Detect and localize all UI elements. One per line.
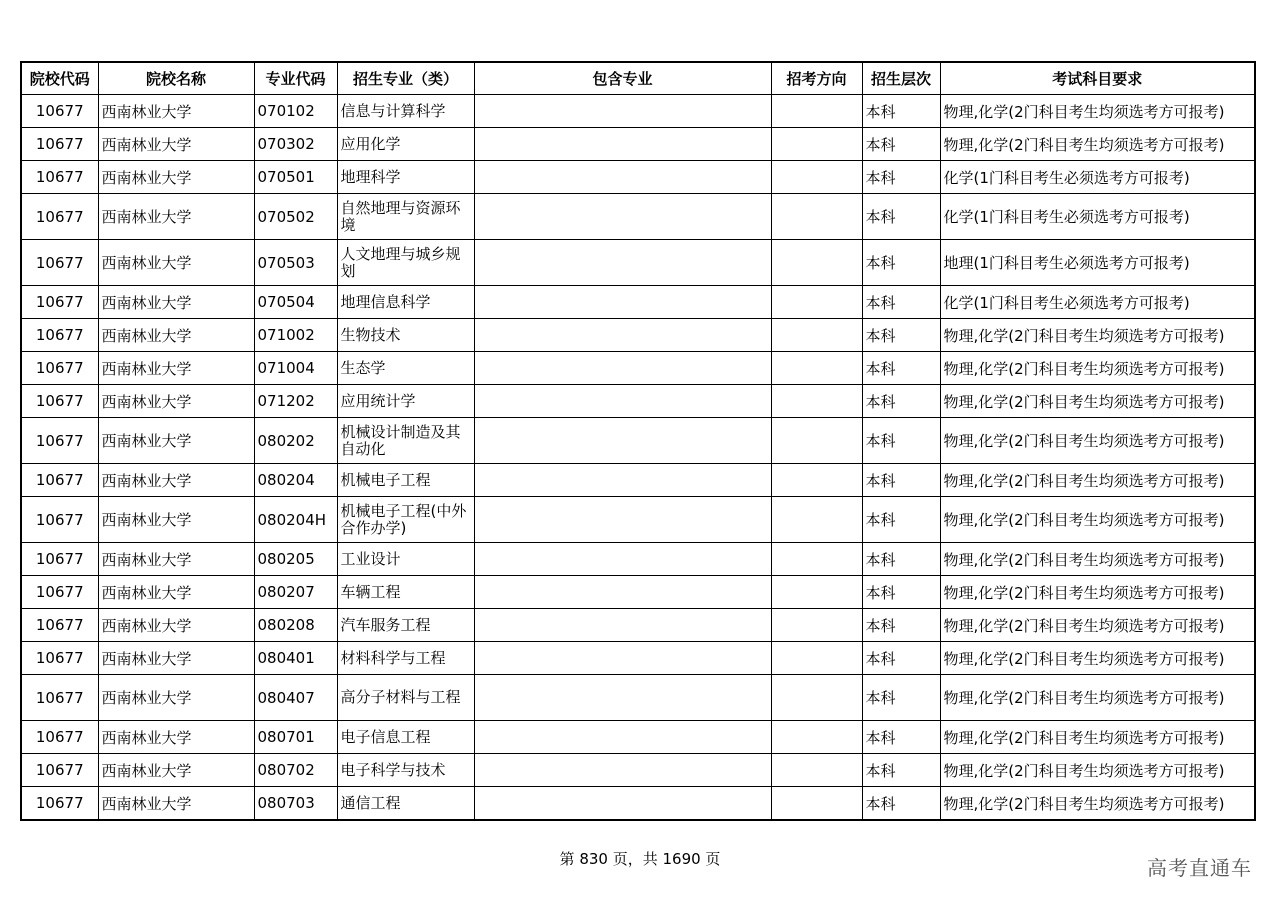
cell-school-name: 西南林业大学 bbox=[98, 286, 254, 319]
cell-school-name: 西南林业大学 bbox=[98, 161, 254, 194]
table-row bbox=[21, 352, 1255, 385]
table-row bbox=[21, 642, 1255, 675]
cell-major-code: 080205 bbox=[254, 543, 337, 576]
cell-level: 本科 bbox=[862, 609, 940, 642]
header-school-name: 院校名称 bbox=[98, 62, 254, 95]
cell-level: 本科 bbox=[862, 497, 940, 543]
cell-included-majors bbox=[474, 128, 771, 161]
cell-major: 生物技术 bbox=[337, 319, 474, 352]
cell-subject-requirements: 物理,化学(2门科目考生均须选考方可报考) bbox=[940, 543, 1255, 576]
cell-subject-requirements: 物理,化学(2门科目考生均须选考方可报考) bbox=[940, 721, 1255, 754]
table-row bbox=[21, 385, 1255, 418]
cell-major: 人文地理与城乡规划 bbox=[337, 240, 474, 286]
cell-direction bbox=[771, 675, 862, 721]
cell-subject-requirements: 物理,化学(2门科目考生均须选考方可报考) bbox=[940, 385, 1255, 418]
cell-level: 本科 bbox=[862, 754, 940, 787]
cell-direction bbox=[771, 194, 862, 240]
cell-subject-requirements: 物理,化学(2门科目考生均须选考方可报考) bbox=[940, 609, 1255, 642]
cell-subject-requirements: 地理(1门科目考生必须选考方可报考) bbox=[940, 240, 1255, 286]
cell-subject-requirements: 物理,化学(2门科目考生均须选考方可报考) bbox=[940, 418, 1255, 464]
cell-major: 应用化学 bbox=[337, 128, 474, 161]
cell-direction bbox=[771, 642, 862, 675]
cell-school-code: 10677 bbox=[21, 240, 98, 286]
cell-subject-requirements: 物理,化学(2门科目考生均须选考方可报考) bbox=[940, 128, 1255, 161]
admissions-table bbox=[20, 61, 1256, 821]
cell-major: 通信工程 bbox=[337, 787, 474, 821]
cell-school-code: 10677 bbox=[21, 418, 98, 464]
table-row bbox=[21, 240, 1255, 286]
cell-level: 本科 bbox=[862, 161, 940, 194]
cell-included-majors bbox=[474, 194, 771, 240]
cell-major: 地理科学 bbox=[337, 161, 474, 194]
table-row bbox=[21, 576, 1255, 609]
cell-major: 自然地理与资源环境 bbox=[337, 194, 474, 240]
cell-school-name: 西南林业大学 bbox=[98, 194, 254, 240]
table-row bbox=[21, 721, 1255, 754]
cell-school-name: 西南林业大学 bbox=[98, 464, 254, 497]
cell-major: 材料科学与工程 bbox=[337, 642, 474, 675]
cell-level: 本科 bbox=[862, 543, 940, 576]
cell-direction bbox=[771, 352, 862, 385]
cell-major-code: 080701 bbox=[254, 721, 337, 754]
cell-included-majors bbox=[474, 576, 771, 609]
cell-major: 机械电子工程 bbox=[337, 464, 474, 497]
cell-level: 本科 bbox=[862, 642, 940, 675]
cell-school-name: 西南林业大学 bbox=[98, 319, 254, 352]
cell-level: 本科 bbox=[862, 721, 940, 754]
cell-level: 本科 bbox=[862, 240, 940, 286]
cell-major-code: 080204 bbox=[254, 464, 337, 497]
cell-school-code: 10677 bbox=[21, 95, 98, 128]
cell-included-majors bbox=[474, 95, 771, 128]
cell-school-code: 10677 bbox=[21, 497, 98, 543]
header-major-code: 专业代码 bbox=[254, 62, 337, 95]
table-row bbox=[21, 161, 1255, 194]
cell-level: 本科 bbox=[862, 95, 940, 128]
cell-subject-requirements: 物理,化学(2门科目考生均须选考方可报考) bbox=[940, 787, 1255, 821]
cell-school-code: 10677 bbox=[21, 161, 98, 194]
watermark-text: 高考直通车 bbox=[1147, 856, 1252, 880]
cell-direction bbox=[771, 721, 862, 754]
header-subject-requirements: 考试科目要求 bbox=[940, 62, 1255, 95]
cell-major-code: 080202 bbox=[254, 418, 337, 464]
cell-school-name: 西南林业大学 bbox=[98, 576, 254, 609]
cell-major: 电子信息工程 bbox=[337, 721, 474, 754]
cell-included-majors bbox=[474, 787, 771, 821]
cell-major-code: 070503 bbox=[254, 240, 337, 286]
cell-level: 本科 bbox=[862, 418, 940, 464]
cell-major: 地理信息科学 bbox=[337, 286, 474, 319]
header-level: 招生层次 bbox=[862, 62, 940, 95]
cell-subject-requirements: 化学(1门科目考生必须选考方可报考) bbox=[940, 161, 1255, 194]
cell-school-name: 西南林业大学 bbox=[98, 240, 254, 286]
header-included-majors: 包含专业 bbox=[474, 62, 771, 95]
cell-major-code: 070102 bbox=[254, 95, 337, 128]
cell-subject-requirements: 物理,化学(2门科目考生均须选考方可报考) bbox=[940, 675, 1255, 721]
cell-major: 汽车服务工程 bbox=[337, 609, 474, 642]
table-header-row bbox=[21, 62, 1255, 95]
cell-direction bbox=[771, 464, 862, 497]
cell-school-name: 西南林业大学 bbox=[98, 128, 254, 161]
table-row bbox=[21, 95, 1255, 128]
cell-level: 本科 bbox=[862, 576, 940, 609]
cell-school-name: 西南林业大学 bbox=[98, 609, 254, 642]
cell-direction bbox=[771, 497, 862, 543]
table-row bbox=[21, 418, 1255, 464]
cell-major: 机械设计制造及其自动化 bbox=[337, 418, 474, 464]
cell-school-code: 10677 bbox=[21, 609, 98, 642]
cell-major-code: 080703 bbox=[254, 787, 337, 821]
cell-school-code: 10677 bbox=[21, 642, 98, 675]
cell-school-name: 西南林业大学 bbox=[98, 385, 254, 418]
cell-major-code: 070302 bbox=[254, 128, 337, 161]
table-row bbox=[21, 543, 1255, 576]
cell-included-majors bbox=[474, 385, 771, 418]
header-major: 招生专业（类） bbox=[337, 62, 474, 95]
table-row bbox=[21, 319, 1255, 352]
cell-subject-requirements: 物理,化学(2门科目考生均须选考方可报考) bbox=[940, 497, 1255, 543]
cell-school-name: 西南林业大学 bbox=[98, 721, 254, 754]
cell-major: 工业设计 bbox=[337, 543, 474, 576]
cell-direction bbox=[771, 161, 862, 194]
cell-subject-requirements: 物理,化学(2门科目考生均须选考方可报考) bbox=[940, 352, 1255, 385]
cell-major: 生态学 bbox=[337, 352, 474, 385]
cell-subject-requirements: 物理,化学(2门科目考生均须选考方可报考) bbox=[940, 576, 1255, 609]
table-row bbox=[21, 675, 1255, 721]
cell-direction bbox=[771, 319, 862, 352]
cell-included-majors bbox=[474, 286, 771, 319]
cell-school-code: 10677 bbox=[21, 464, 98, 497]
cell-subject-requirements: 物理,化学(2门科目考生均须选考方可报考) bbox=[940, 754, 1255, 787]
table-body bbox=[21, 95, 1255, 821]
cell-included-majors bbox=[474, 240, 771, 286]
cell-direction bbox=[771, 609, 862, 642]
page-number: 第 830 页，共 1690 页 bbox=[559, 850, 721, 868]
cell-major-code: 080702 bbox=[254, 754, 337, 787]
cell-major: 电子科学与技术 bbox=[337, 754, 474, 787]
cell-school-code: 10677 bbox=[21, 576, 98, 609]
cell-direction bbox=[771, 385, 862, 418]
cell-school-name: 西南林业大学 bbox=[98, 95, 254, 128]
cell-level: 本科 bbox=[862, 675, 940, 721]
cell-level: 本科 bbox=[862, 787, 940, 821]
cell-school-code: 10677 bbox=[21, 543, 98, 576]
cell-school-name: 西南林业大学 bbox=[98, 352, 254, 385]
header-direction: 招考方向 bbox=[771, 62, 862, 95]
cell-major-code: 071002 bbox=[254, 319, 337, 352]
cell-major-code: 080208 bbox=[254, 609, 337, 642]
cell-school-code: 10677 bbox=[21, 754, 98, 787]
cell-direction bbox=[771, 418, 862, 464]
cell-level: 本科 bbox=[862, 464, 940, 497]
cell-direction bbox=[771, 576, 862, 609]
table-row bbox=[21, 754, 1255, 787]
cell-included-majors bbox=[474, 464, 771, 497]
cell-direction bbox=[771, 754, 862, 787]
cell-subject-requirements: 化学(1门科目考生必须选考方可报考) bbox=[940, 286, 1255, 319]
header-school-code: 院校代码 bbox=[21, 62, 98, 95]
table-row bbox=[21, 609, 1255, 642]
cell-direction bbox=[771, 128, 862, 161]
cell-level: 本科 bbox=[862, 194, 940, 240]
cell-major-code: 080204H bbox=[254, 497, 337, 543]
cell-school-name: 西南林业大学 bbox=[98, 497, 254, 543]
cell-school-code: 10677 bbox=[21, 352, 98, 385]
cell-direction bbox=[771, 543, 862, 576]
cell-school-name: 西南林业大学 bbox=[98, 675, 254, 721]
cell-school-code: 10677 bbox=[21, 128, 98, 161]
cell-major: 车辆工程 bbox=[337, 576, 474, 609]
cell-school-code: 10677 bbox=[21, 194, 98, 240]
cell-school-name: 西南林业大学 bbox=[98, 642, 254, 675]
cell-major-code: 070504 bbox=[254, 286, 337, 319]
cell-school-code: 10677 bbox=[21, 319, 98, 352]
cell-school-name: 西南林业大学 bbox=[98, 754, 254, 787]
cell-level: 本科 bbox=[862, 319, 940, 352]
table-row bbox=[21, 286, 1255, 319]
table-row bbox=[21, 128, 1255, 161]
cell-included-majors bbox=[474, 319, 771, 352]
cell-school-code: 10677 bbox=[21, 286, 98, 319]
cell-included-majors bbox=[474, 642, 771, 675]
cell-direction bbox=[771, 240, 862, 286]
cell-major: 应用统计学 bbox=[337, 385, 474, 418]
table-row bbox=[21, 194, 1255, 240]
cell-school-code: 10677 bbox=[21, 721, 98, 754]
cell-major-code: 071004 bbox=[254, 352, 337, 385]
cell-level: 本科 bbox=[862, 352, 940, 385]
cell-major-code: 080407 bbox=[254, 675, 337, 721]
cell-subject-requirements: 物理,化学(2门科目考生均须选考方可报考) bbox=[940, 642, 1255, 675]
cell-school-name: 西南林业大学 bbox=[98, 787, 254, 821]
table-row bbox=[21, 464, 1255, 497]
cell-subject-requirements: 物理,化学(2门科目考生均须选考方可报考) bbox=[940, 319, 1255, 352]
cell-included-majors bbox=[474, 161, 771, 194]
cell-major-code: 070502 bbox=[254, 194, 337, 240]
table-row bbox=[21, 497, 1255, 543]
cell-school-name: 西南林业大学 bbox=[98, 543, 254, 576]
cell-major: 机械电子工程(中外合作办学) bbox=[337, 497, 474, 543]
cell-included-majors bbox=[474, 754, 771, 787]
cell-included-majors bbox=[474, 675, 771, 721]
cell-included-majors bbox=[474, 721, 771, 754]
cell-school-code: 10677 bbox=[21, 385, 98, 418]
cell-subject-requirements: 化学(1门科目考生必须选考方可报考) bbox=[940, 194, 1255, 240]
cell-major: 高分子材料与工程 bbox=[337, 675, 474, 721]
cell-school-code: 10677 bbox=[21, 675, 98, 721]
cell-school-code: 10677 bbox=[21, 787, 98, 821]
cell-school-name: 西南林业大学 bbox=[98, 418, 254, 464]
cell-direction bbox=[771, 787, 862, 821]
cell-level: 本科 bbox=[862, 128, 940, 161]
cell-major-code: 080207 bbox=[254, 576, 337, 609]
cell-included-majors bbox=[474, 352, 771, 385]
cell-subject-requirements: 物理,化学(2门科目考生均须选考方可报考) bbox=[940, 95, 1255, 128]
cell-direction bbox=[771, 286, 862, 319]
cell-subject-requirements: 物理,化学(2门科目考生均须选考方可报考) bbox=[940, 464, 1255, 497]
cell-major-code: 080401 bbox=[254, 642, 337, 675]
cell-level: 本科 bbox=[862, 385, 940, 418]
cell-level: 本科 bbox=[862, 286, 940, 319]
cell-included-majors bbox=[474, 418, 771, 464]
cell-included-majors bbox=[474, 609, 771, 642]
cell-included-majors bbox=[474, 543, 771, 576]
cell-major-code: 071202 bbox=[254, 385, 337, 418]
cell-direction bbox=[771, 95, 862, 128]
cell-included-majors bbox=[474, 497, 771, 543]
table-row bbox=[21, 787, 1255, 821]
cell-major: 信息与计算科学 bbox=[337, 95, 474, 128]
cell-major-code: 070501 bbox=[254, 161, 337, 194]
